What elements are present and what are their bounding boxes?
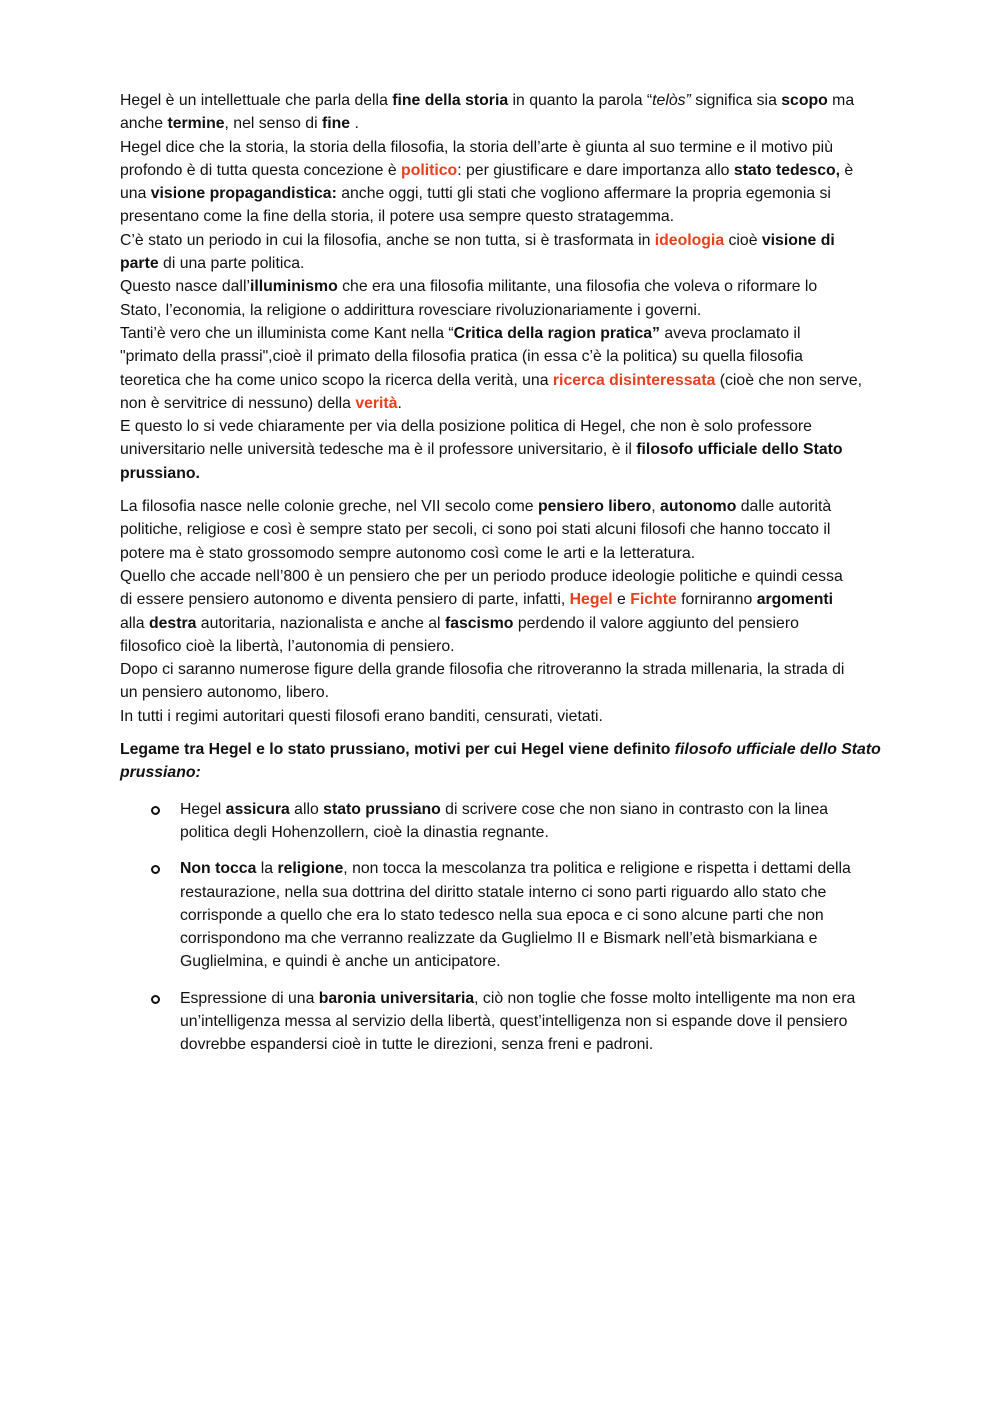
bold-term: argomenti: [756, 591, 834, 609]
section-heading: Legame tra Hegel e lo stato prussiano, motivi per cui Hegel viene definito filosofo ufficiale dello Stato prussiano:: [120, 741, 881, 782]
bold-term: baronia universitaria: [318, 989, 475, 1007]
bold-term: Critica della ragion pratica”: [453, 324, 660, 342]
highlight-term: ricerca disinteressata: [552, 371, 716, 389]
bold-term: stato tedesco,: [733, 161, 841, 179]
bold-term: parte: [120, 255, 159, 273]
bold-term: visione propagandistica:: [150, 185, 337, 203]
bold-term: termine: [167, 115, 225, 133]
bullet-list: [120, 798, 910, 1057]
list-item: Espressione di una baronia universitaria, ciò non toglie che fosse molto intelligente ma non era un’intelligenza messa al servizio della libertà, quest’intelligenza non si espande dove il pensiero dovrebbe espandersi cioè in tutte le direzioni, senza freni e padroni.: [120, 987, 910, 1057]
bold-term: filosofo ufficiale dello Stato: [636, 441, 843, 459]
bold-term: visione di: [761, 231, 835, 249]
bold-term: scopo: [781, 92, 828, 109]
bold-term: pensiero libero: [538, 498, 652, 516]
highlight-term: verità: [355, 394, 398, 412]
italic-term: prussiano:: [120, 764, 201, 782]
paragraph-philosophy-autonomy: La filosofia nasce nelle colonie greche, nel VII secolo come pensiero libero, autonomo dalle autorità politiche, religiose e così è sempre stato per secoli, ci sono poi stati alcuni filosofi che hanno toccato il potere ma è stato grossomodo sempre autonomo così come le arti e la letteratura. Quello che accade nell’800 è un pensiero che per un periodo produce ideologie politiche e quindi cessa di essere pensiero autonomo e diventa pensiero di parte, infatti, Hegel e Fichte forniranno argomenti alla destra autoritaria, nazionalista e anche al fascismo perdendo il valore aggiunto del pensiero filosofico cioè la libertà, l’autonomia di pensiero. Dopo ci saranno numerose figure della grande filosofia che ritroveranno la strada millenaria, la strada di un pensiero autonomo, libero. In tutti i regimi autoritari questi filosofi erano banditi, censurati, vietati.: [120, 498, 845, 725]
highlight-term: Hegel: [569, 591, 613, 609]
italic-term: telòs”: [652, 92, 691, 109]
bold-term: assicura: [225, 800, 290, 818]
bold-term: autonomo: [660, 498, 737, 516]
bold-term: fine: [322, 115, 351, 133]
bold-term: religione: [277, 860, 344, 878]
bold-term: prussiano.: [120, 464, 200, 482]
bold-term: fine della storia: [392, 92, 509, 109]
bold-term: Non tocca: [180, 860, 257, 878]
list-item: Non tocca la religione, non tocca la mescolanza tra politica e religione e rispetta i dettami della restaurazione, nella sua dottrina del diritto statale interno ci sono parti riguardo allo stato che corrisponde a quello che era lo stato tedesco nella sua epoca e ci sono alcune parti che non corrispondono ma che verranno realizzate da Guglielmo II e Bismark nell’età bismarkiana e Guglielmina, e quindi è anche un anticipatore.: [120, 857, 910, 973]
bold-term: stato prussiano: [323, 800, 441, 818]
list-item: Hegel assicura allo stato prussiano di scrivere cose che non siano in contrasto con la linea politica degli Hohenzollern, cioè la dinastia regnante.: [120, 798, 910, 845]
highlight-term: Fichte: [630, 591, 677, 609]
hollow-circle-bullet-icon: [151, 865, 160, 874]
document-body: [120, 89, 910, 1070]
paragraph-hegel-end-of-history: Hegel è un intellettuale che parla della fine della storia in quanto la parola “telòs” significa sia scopo ma anche termine, nel senso di fine . Hegel dice che la storia, la storia della filosofia, la storia dell’arte è giunta al suo termine e il motivo più profondo è di tutta questa concezione è politico: per giustificare e dare importanza allo stato tedesco, è una visione propagandistica: anche oggi, tutti gli stati che vogliono affermare la propria egemonia si presentano come la fine della storia, il potere usa sempre questo stratagemma. C’è stato un periodo in cui la filosofia, anche se non tutta, si è trasformata in ideologia cioè visione di parte di una parte politica. Questo nasce dall’illuminismo che era una filosofia militante, una filosofia che voleva o riformare lo Stato, l’economia, la religione o addirittura rovesciare rivoluzionariamente i governi. Tanti’è vero che un illuminista come Kant nella “Critica della ragion pratica” aveva proclamato il "primato della prassi",cioè il primato della filosofia pratica (in essa c’è la politica) su quella filosofia teoretica che ha come unico scopo la ricerca della verità, una ricerca disinteressata (cioè che non serve, non è servitrice di nessuno) della verità. E questo lo si vede chiaramente per via della posizione politica di Hegel, che non è solo professore universitario nelle università tedesche ma è il professore universitario, è il filosofo ufficiale dello Stato prussiano.: [120, 92, 863, 482]
hollow-circle-bullet-icon: [151, 806, 160, 815]
bold-term: illuminismo: [249, 278, 338, 296]
bold-term: destra: [148, 614, 197, 632]
bold-term: fascismo: [444, 614, 514, 632]
italic-term: filosofo ufficiale dello Stato: [674, 741, 881, 759]
hollow-circle-bullet-icon: [151, 995, 160, 1004]
highlight-term: politico: [401, 161, 458, 179]
highlight-term: ideologia: [654, 231, 725, 249]
